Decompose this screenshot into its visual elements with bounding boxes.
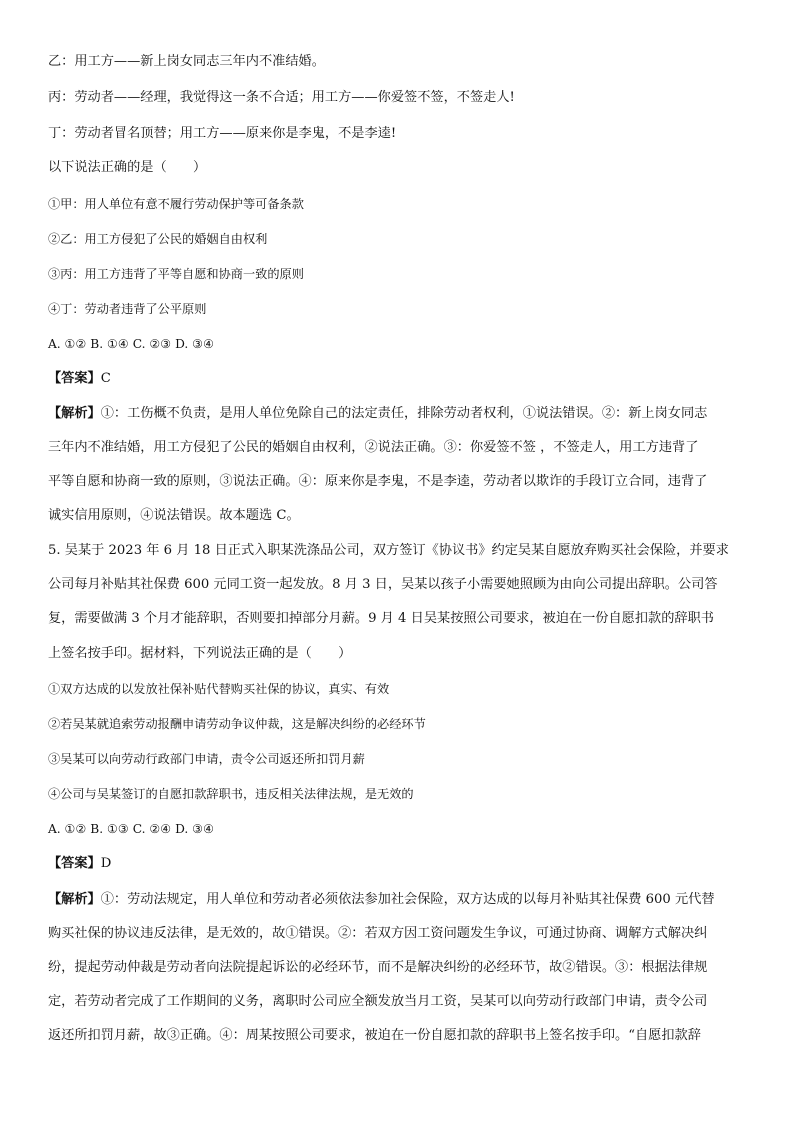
analysis-label: 【解析】: [48, 406, 101, 421]
scenario-bing: 丙：劳动者——经理，我觉得这一条不合适；用工方——你爱签不签，不签走人!: [48, 90, 515, 105]
q5-analysis-line-4: 定，若劳动者完成了工作期间的义务，离职时公司应全额发放当月工资，吴某可以向劳动行政部门申请，责令公司: [48, 994, 708, 1009]
statement-1: ①甲：用人单位有意不履行劳动保护等可备条款: [48, 197, 304, 211]
answer-label: 【答案】: [48, 371, 101, 386]
answer-value: C: [100, 371, 111, 386]
question-prompt: 以下说法正确的是（ ）: [48, 160, 207, 175]
q5-statement-4: ④公司与吴某签订的自愿扣款辞职书，违反相关法律法规，是无效的: [48, 787, 414, 801]
q5-analysis-line-5: 返还所扣罚月薪，故③正确。④：周某按照公司要求，被迫在一份自愿扣款的辞职书上签名按手印。“自愿扣款辞: [48, 1028, 701, 1043]
analysis-line-1: [48, 404, 707, 424]
q5-analysis-label: 【解析】: [48, 892, 101, 907]
q5-answer-label: 【答案】: [48, 856, 101, 871]
statement-3: ③丙：用工方违背了平等自愿和协商一致的原则: [48, 267, 304, 281]
answer-line: [48, 369, 111, 389]
q5-analysis-line-2: 购买社保的协议违反法律，是无效的，故①错误。②：若双方因工资问题发生争议，可通过协商、调解方式解决纠: [48, 926, 708, 941]
q5-statement-1: ①双方达成的以发放社保补贴代替购买社保的协议，真实、有效: [48, 682, 390, 696]
statement-4: ④丁：劳动者违背了公平原则: [48, 302, 207, 316]
q5-stem-line-4: 上签名按手印。据材料，下列说法正确的是（ ）: [48, 646, 352, 661]
q5-statement-2: ②若吴某就追索劳动报酬申请劳动争议仲裁，这是解决纠纷的必经环节: [48, 717, 426, 731]
q5-stem-line-3: 复，需要做满 3 个月才能辞职，否则要扣掉部分月薪。9 月 4 日吴某按照公司要求，被迫在一份自愿扣款的辞职书: [48, 611, 714, 626]
q5-answer-value: D: [100, 856, 112, 871]
analysis-text: ①：工伤概不负责，是用人单位免除自己的法定责任，排除劳动者权利，①说法错误。②：新上岗女同志: [100, 406, 708, 421]
q5-answer-options: A. ①② B. ①③ C. ②④ D. ③④: [48, 822, 215, 836]
answer-options: A. ①② B. ①④ C. ②③ D. ③④: [48, 337, 215, 351]
scenario-ding: 丁：劳动者冒名顶替；用工方——原来你是李鬼，不是李逵!: [48, 126, 397, 141]
analysis-line-4: 诚实信用原则，④说法错误。故本题选 C。: [48, 508, 300, 523]
q5-statement-3: ③吴某可以向劳动行政部门申请，责令公司返还所扣罚月薪: [48, 752, 365, 766]
q5-analysis-line-3: 纷，提起劳动仲裁是劳动者向法院提起诉讼的必经环节，而不是解决纠纷的必经环节，故②错误。③：根据法律规: [48, 960, 708, 975]
analysis-line-3: 平等自愿和协商一致的原则，③说法正确。④：原来你是李鬼，不是李逵，劳动者以欺诈的手段订立合同，违背了: [48, 474, 708, 489]
q5-analysis-text: ①：劳动法规定，用人单位和劳动者必须依法参加社会保险，双方达成的以每月补贴其社保费 600 元代替: [100, 892, 715, 907]
scenario-yi: 乙：用工方——新上岗女同志三年内不准结婚。: [48, 54, 325, 69]
q5-analysis-line-1: [48, 890, 715, 910]
q5-answer-line: [48, 854, 111, 874]
analysis-line-2: 三年内不准结婚，用工方侵犯了公民的婚姻自由权利，②说法正确。③：你爱签不签 ，不签走人，用工方违背了: [48, 440, 699, 455]
q5-stem-line-2: 公司每月补贴其社保费 600 元同工资一起发放。8 月 3 日，吴某以孩子小需要她照顾为由向公司提出辞职。公司答: [48, 577, 718, 592]
q5-stem-line-1: 5. 吴某于 2023 年 6 月 18 日正式入职某洗涤品公司，双方签订《协议书》约定吴某自愿放弃购买社会保险，并要求: [48, 543, 729, 558]
statement-2: ②乙：用工方侵犯了公民的婚姻自由权利: [48, 232, 268, 246]
